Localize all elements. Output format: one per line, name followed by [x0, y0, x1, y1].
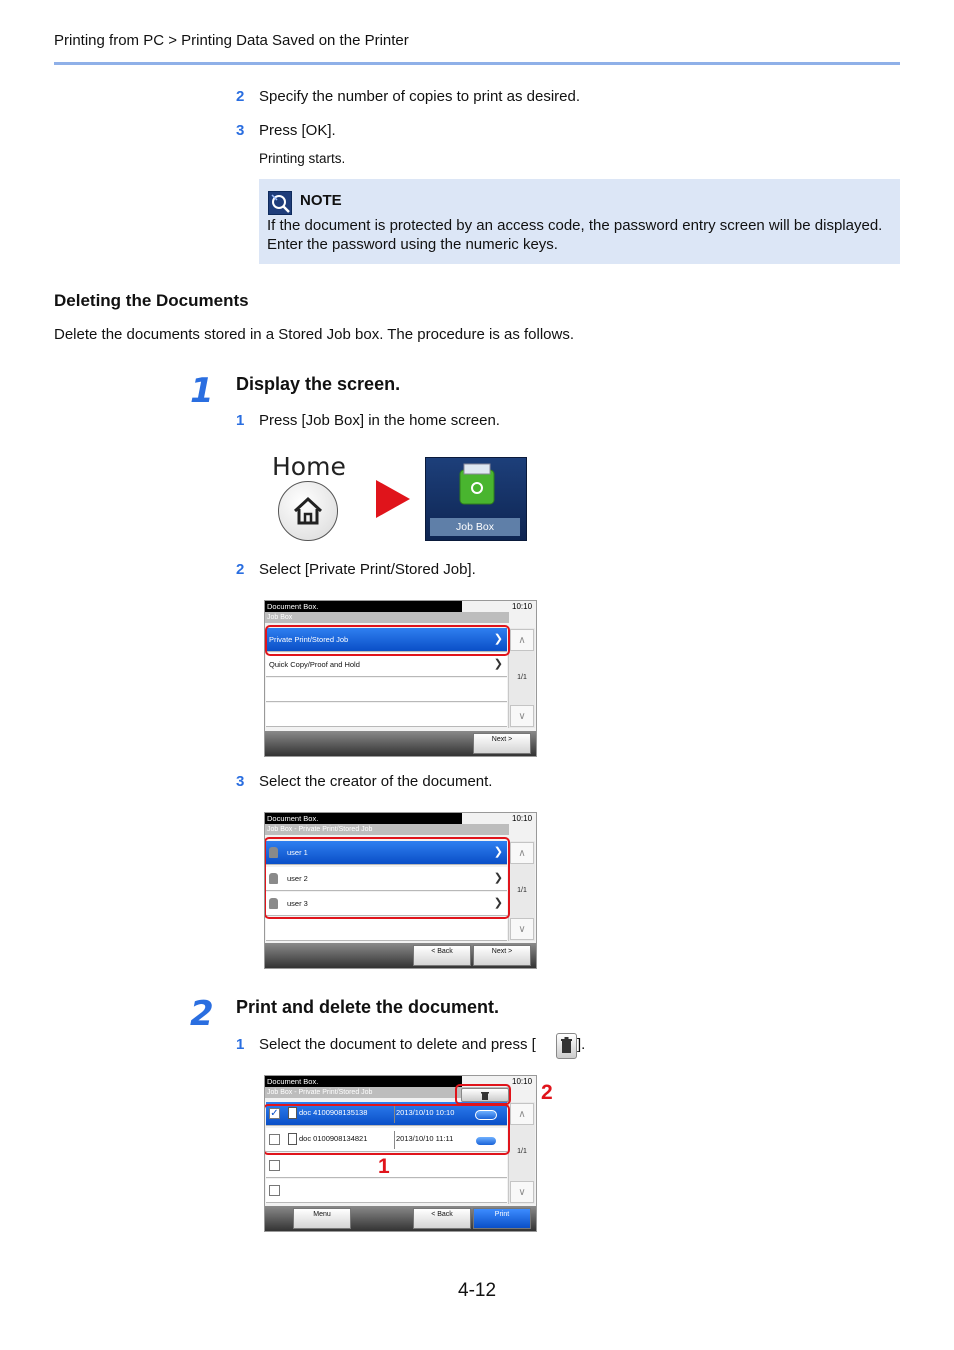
step-text: ].: [577, 1036, 586, 1053]
step-number: 3: [236, 773, 245, 790]
list-item-quick-copy[interactable]: [266, 653, 507, 677]
list-item-label: user 1: [287, 848, 308, 857]
document-date: 2013/10/10 11:11: [396, 1134, 454, 1143]
table-row[interactable]: [266, 1179, 507, 1203]
step-number: 2: [236, 561, 245, 578]
scroll-up-icon[interactable]: ∧: [510, 629, 534, 651]
back-button[interactable]: [413, 945, 471, 966]
job-box-label: Job Box: [430, 518, 520, 536]
back-button[interactable]: [413, 1208, 471, 1229]
step-result: Printing starts.: [259, 151, 346, 166]
section-heading: Deleting the Documents: [54, 291, 249, 310]
scroll-down-icon[interactable]: ∨: [510, 918, 534, 940]
panel-screen-creator: [264, 812, 537, 969]
page-indicator: 1/1: [517, 674, 527, 681]
big-step-number: 1: [190, 371, 214, 411]
panel-header: Document Box.: [265, 1076, 462, 1087]
next-button[interactable]: [473, 945, 531, 966]
step-number: 2: [236, 88, 245, 105]
note-icon: [268, 191, 292, 215]
list-item-label: user 3: [287, 899, 308, 908]
highlight-frame: [265, 625, 510, 656]
page-indicator: 1/1: [517, 1148, 527, 1155]
job-box-icon: [426, 458, 526, 518]
step-text: Select the document to delete and press [: [259, 1036, 536, 1053]
house-icon: [279, 482, 337, 540]
print-label: Print: [494, 1211, 510, 1218]
panel-time: 10:10: [512, 1077, 533, 1086]
panel-header: Document Box.: [265, 813, 462, 824]
list-item-label: Quick Copy/Proof and Hold: [269, 660, 360, 669]
step-number: 3: [236, 122, 245, 139]
scroll-down-icon[interactable]: ∨: [510, 705, 534, 727]
scrollbar[interactable]: [508, 1102, 535, 1204]
scroll-up-icon[interactable]: ∧: [510, 1103, 534, 1125]
chevron-right-icon: ❯: [493, 658, 503, 670]
panel-footer: [265, 731, 536, 756]
step-number: 1: [236, 1036, 245, 1053]
highlight-frame-documents: [264, 1104, 510, 1155]
panel-header: Document Box.: [265, 601, 462, 612]
list-item[interactable]: [266, 917, 507, 941]
panel-time: 10:10: [512, 814, 533, 823]
checkbox[interactable]: [269, 1185, 280, 1196]
trash-icon: [556, 1033, 577, 1059]
section-intro: Delete the documents stored in a Stored Job box. The procedure is as follows.: [54, 326, 575, 343]
next-button[interactable]: [473, 733, 531, 754]
scrollbar[interactable]: [508, 841, 535, 941]
next-label: Next >: [491, 736, 513, 743]
list-item-label: Private Print/Stored Job: [269, 635, 349, 644]
checkbox[interactable]: [269, 1160, 280, 1171]
panel-time: 10:10: [512, 602, 533, 611]
page-indicator: 1/1: [517, 887, 527, 894]
menu-button[interactable]: [293, 1208, 351, 1229]
panel-subheader: Job Box - Private Print/Stored Job: [265, 824, 509, 835]
panel-screen-documents: [264, 1075, 537, 1232]
list-item-label: user 2: [287, 874, 308, 883]
menu-label: Menu: [313, 1211, 331, 1218]
step-text: Press [OK].: [259, 122, 336, 139]
checkbox-checked[interactable]: ✓: [270, 1108, 279, 1119]
print-button[interactable]: [473, 1208, 531, 1229]
big-step-number: 2: [190, 994, 214, 1034]
step-heading: Display the screen.: [236, 374, 401, 394]
step-text: Select the creator of the document.: [259, 773, 493, 790]
highlight-frame: [264, 837, 510, 919]
step-text: Specify the number of copies to print as desired.: [259, 88, 581, 105]
chevron-right-icon: ❯: [493, 897, 503, 909]
panel-subheader: Job Box - Private Print/Stored Job: [265, 1087, 509, 1098]
note-title: NOTE: [300, 192, 342, 209]
panel-screen-job-box: [264, 600, 537, 757]
back-label: < Back: [431, 1211, 453, 1218]
step-text: Select [Private Print/Stored Job].: [259, 561, 476, 578]
next-label: Next >: [491, 948, 513, 955]
chevron-right-icon: ❯: [493, 872, 503, 884]
chevron-right-icon: ❯: [493, 633, 503, 645]
highlight-frame-delete: [455, 1084, 511, 1105]
callout-number: 1: [378, 1155, 390, 1178]
header-divider: [54, 62, 900, 65]
back-label: < Back: [431, 948, 453, 955]
list-item[interactable]: [266, 703, 507, 727]
panel-footer: [265, 1206, 536, 1231]
callout-number: 2: [541, 1081, 553, 1104]
note-body: If the document is protected by an access code, the password entry screen will be displayed. Enter the password using the numeric keys.: [267, 217, 883, 253]
home-button[interactable]: [278, 481, 338, 541]
step-heading: Print and delete the document.: [236, 997, 500, 1017]
scroll-up-icon[interactable]: ∧: [510, 842, 534, 864]
panel-footer: [265, 943, 536, 968]
document-name: doc 0100908134821: [299, 1134, 368, 1143]
document-date: 2013/10/10 10:10: [396, 1108, 455, 1117]
chevron-right-icon: ❯: [493, 846, 503, 858]
home-label: Home: [272, 452, 346, 481]
step-text: Press [Job Box] in the home screen.: [259, 412, 500, 429]
scrollbar[interactable]: [508, 628, 535, 728]
panel-subheader: Job Box: [265, 612, 509, 623]
scroll-down-icon[interactable]: ∨: [510, 1181, 534, 1203]
list-item[interactable]: [266, 678, 507, 702]
breadcrumb: Printing from PC > Printing Data Saved on the Printer: [54, 32, 409, 49]
arrow-right-icon: [376, 480, 410, 518]
page-number: 4-12: [458, 1280, 497, 1301]
document-name: doc 4100908135138: [299, 1108, 368, 1117]
step-number: 1: [236, 412, 245, 429]
